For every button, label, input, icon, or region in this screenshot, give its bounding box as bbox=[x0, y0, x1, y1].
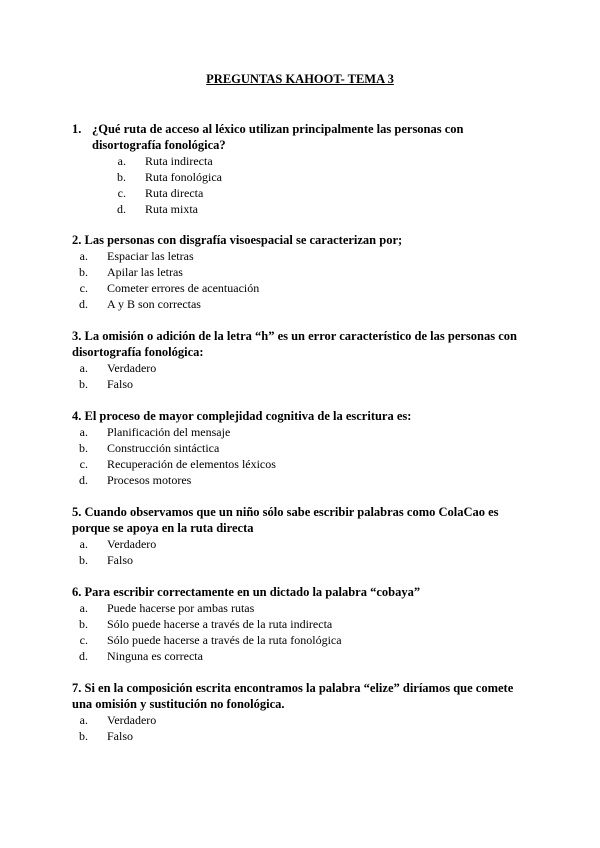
option-item: c. Sólo puede hacerse a través de la ruta fonológica bbox=[79, 633, 342, 647]
option-item: b. Falso bbox=[79, 377, 134, 391]
page-title: PREGUNTAS KAHOOT- TEMA 3 bbox=[206, 72, 394, 86]
option-item: b. Falso bbox=[79, 553, 134, 567]
question-number: 1. bbox=[72, 122, 82, 136]
question-5 bbox=[72, 504, 532, 568]
option-item: b. Construcción sintáctica bbox=[79, 441, 220, 455]
question-text: 3. La omisión o adición de la letra “h” es un error característico de las personas con disortografía fonológica: bbox=[72, 329, 517, 359]
option-item: b. Sólo puede hacerse a través de la ruta indirecta bbox=[79, 617, 333, 631]
option-item: a. Puede hacerse por ambas rutas bbox=[79, 601, 255, 615]
options-list bbox=[72, 424, 532, 488]
option-item: b. Falso bbox=[79, 729, 134, 743]
options-list bbox=[72, 600, 532, 664]
options-list bbox=[72, 360, 532, 392]
question-7 bbox=[72, 680, 532, 744]
option-item: a. Verdadero bbox=[79, 537, 157, 551]
option-item: d. Procesos motores bbox=[79, 473, 192, 487]
question-6 bbox=[72, 584, 532, 664]
option-item: d. Ninguna es correcta bbox=[79, 649, 203, 663]
option-item: d. Ruta mixta bbox=[117, 202, 198, 216]
question-text: 2. Las personas con disgrafía visoespacial se caracterizan por; bbox=[72, 233, 403, 247]
question-4 bbox=[72, 408, 532, 488]
option-item: a. Planificación del mensaje bbox=[79, 425, 231, 439]
option-item: a. Verdadero bbox=[79, 361, 157, 375]
question-text: 6. Para escribir correctamente en un dictado la palabra “cobaya” bbox=[72, 585, 421, 599]
question-text: 4. El proceso de mayor complejidad cognitiva de la escritura es: bbox=[72, 409, 412, 423]
option-item: a. Ruta indirecta bbox=[117, 154, 213, 168]
question-3 bbox=[72, 328, 532, 392]
options-list bbox=[72, 536, 532, 568]
options-list bbox=[72, 248, 532, 312]
question-text: 5. Cuando observamos que un niño sólo sabe escribir palabras como ColaCao es porque se apoya en la ruta directa bbox=[72, 505, 499, 535]
question-2 bbox=[72, 232, 532, 312]
options-list bbox=[110, 153, 532, 217]
option-item: b. Apilar las letras bbox=[79, 265, 183, 279]
option-item: a. Verdadero bbox=[79, 713, 157, 727]
option-item: b. Ruta fonológica bbox=[117, 170, 222, 184]
option-item: c. Cometer errores de acentuación bbox=[79, 281, 260, 295]
option-item: a. Espaciar las letras bbox=[79, 249, 194, 263]
option-item: c. Recuperación de elementos léxicos bbox=[79, 457, 276, 471]
option-item: c. Ruta directa bbox=[117, 186, 204, 200]
option-item: d. A y B son correctas bbox=[79, 297, 201, 311]
question-text: 7. Si en la composición escrita encontramos la palabra “elize” diríamos que comete una omisión y sustitución no fonológica. bbox=[72, 681, 514, 711]
options-list bbox=[72, 712, 532, 744]
question-1 bbox=[72, 121, 532, 217]
question-text: 1. ¿Qué ruta de acceso al léxico utilizan principalmente las personas con disortografía fonológica? bbox=[72, 122, 464, 152]
